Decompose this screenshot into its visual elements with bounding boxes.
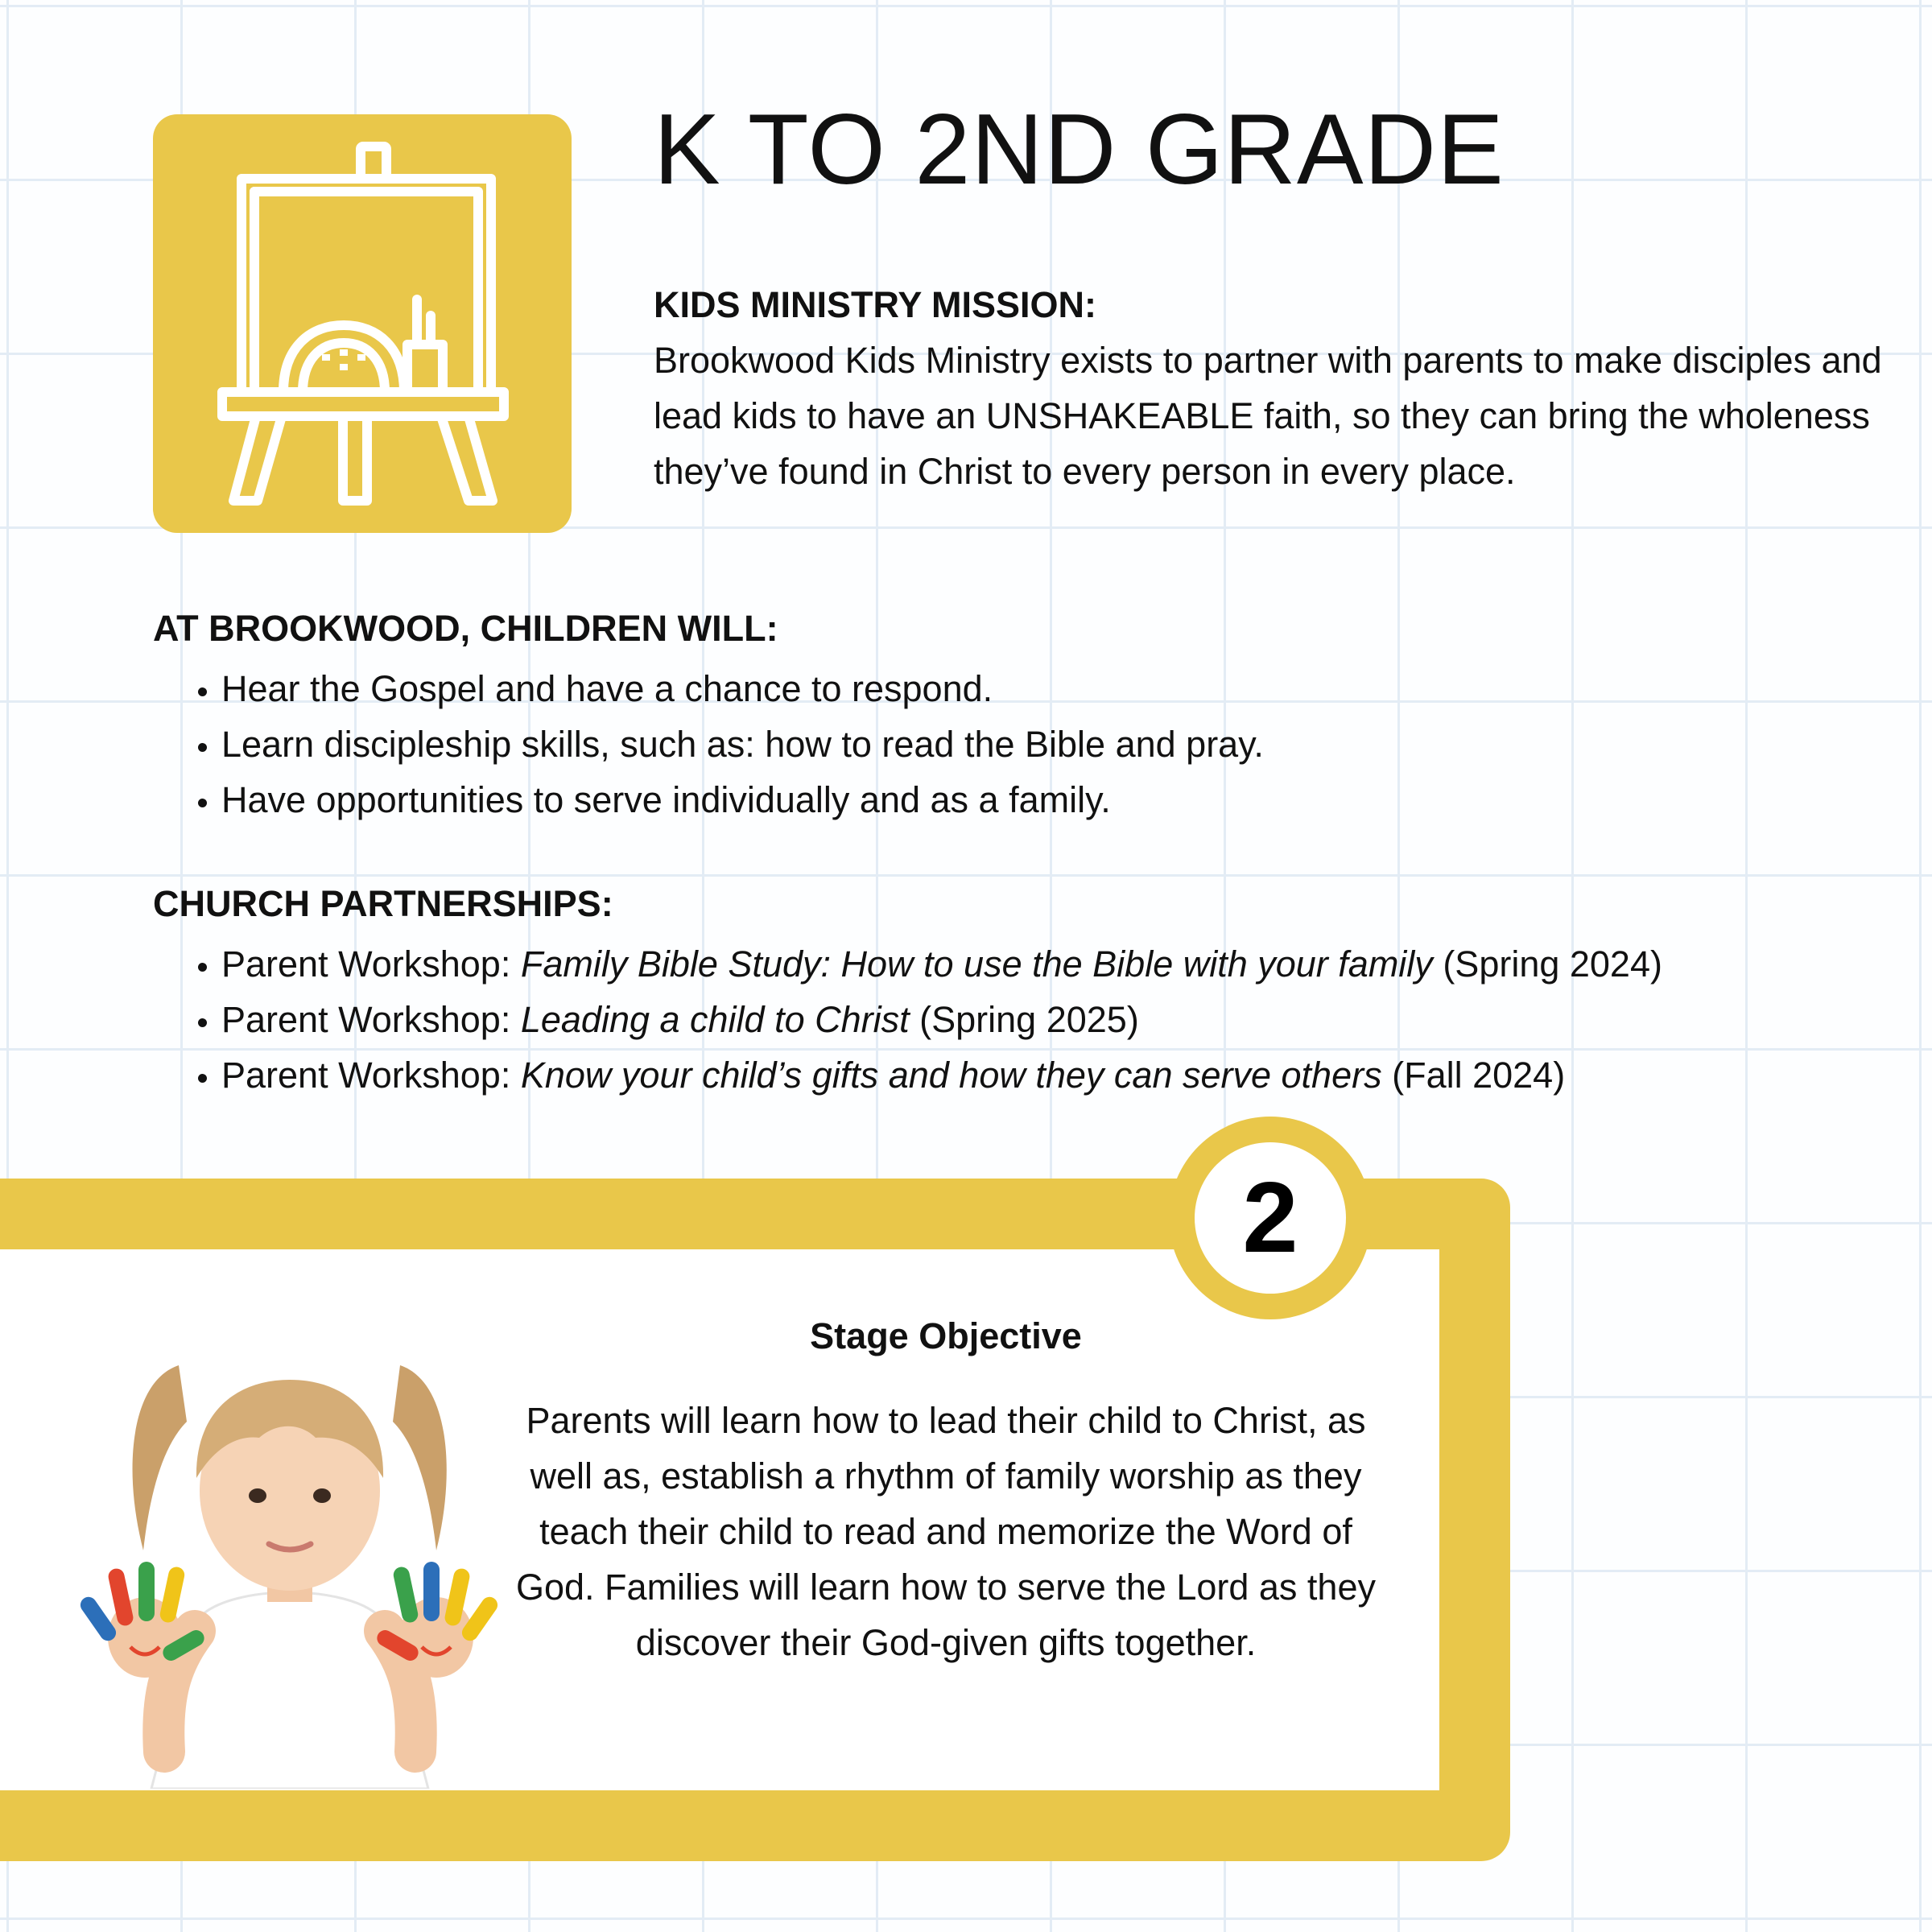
easel-icon — [153, 114, 572, 533]
mission-block — [654, 282, 1885, 499]
list-item: • Have opportunities to serve individually and as a family. — [221, 772, 1843, 828]
stage-number-badge — [1169, 1117, 1372, 1319]
partnerships-heading: CHURCH PARTNERSHIPS: — [153, 883, 613, 924]
workshop-prefix: Parent Workshop: — [221, 943, 521, 985]
list-item: • Learn discipleship skills, such as: how to read the Bible and pray. — [221, 716, 1843, 772]
girl-illustration — [74, 1333, 509, 1789]
page-title: K TO 2ND GRADE — [654, 94, 1505, 205]
mission-heading: KIDS MINISTRY MISSION: — [654, 284, 1097, 325]
workshop-title: Know your child’s gifts and how they can serve others — [520, 1054, 1382, 1096]
stage-number: 2 — [1195, 1142, 1346, 1294]
partnerships-section — [153, 881, 1843, 1103]
list-item — [221, 1047, 1843, 1103]
children-list — [153, 661, 1843, 828]
easel-icon-tile — [153, 114, 572, 533]
workshop-term: (Spring 2024) — [1432, 943, 1662, 985]
list-item: • Hear the Gospel and have a chance to respond. — [221, 661, 1843, 716]
children-heading: AT BROOKWOOD, CHILDREN WILL: — [153, 608, 778, 649]
stage-title: Stage Objective — [810, 1315, 1082, 1356]
workshop-term: (Spring 2025) — [909, 998, 1139, 1040]
workshop-term: (Fall 2024) — [1381, 1054, 1566, 1096]
partnerships-list — [153, 936, 1843, 1103]
girl-painted-hands-photo — [74, 1333, 509, 1789]
mission-text: Brookwood Kids Ministry exists to partner with parents to make disciples and lead kids to have an UNSHAKEABLE faith, so they can bring the wholeness they’ve found in Christ to every person in every place. — [654, 339, 1882, 492]
workshop-title: Family Bible Study: How to use the Bible with your family — [520, 943, 1433, 985]
stage-objective-text: Parents will learn how to lead their child to Christ, as well as, establish a rhythm of family worship as they teach their child to read and memorize the Word of God. Families will learn how to serve the Lord as they discover their God-given gifts together. — [516, 1400, 1376, 1663]
workshop-title: Leading a child to Christ — [520, 998, 910, 1040]
workshop-prefix: Parent Workshop: — [221, 1054, 521, 1096]
children-section — [153, 605, 1843, 828]
workshop-prefix: Parent Workshop: — [221, 998, 521, 1040]
list-item — [221, 936, 1843, 992]
list-item — [221, 992, 1843, 1047]
